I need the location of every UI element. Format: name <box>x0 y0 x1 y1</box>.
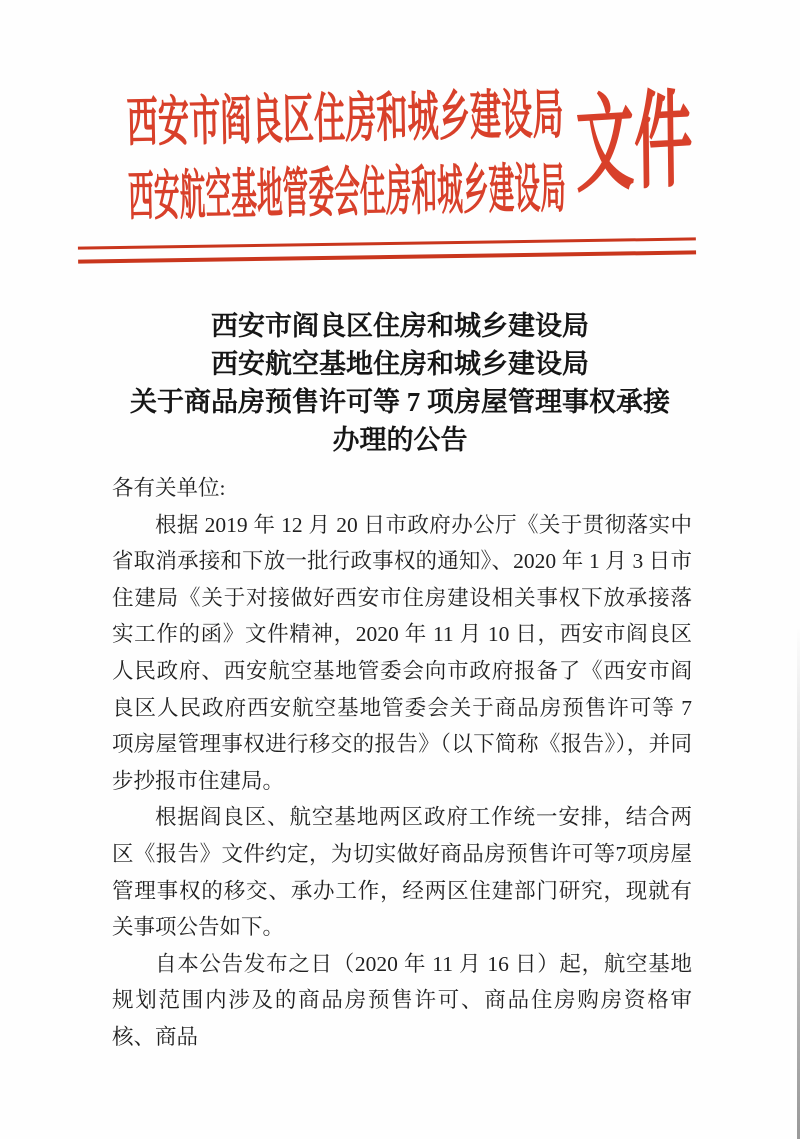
body-salutation: 各有关单位: <box>112 476 226 500</box>
letterhead-org-line-1: 西安市阎良区住房和城乡建设局 <box>126 84 565 153</box>
document-title-line-4: 办理的公告 <box>332 425 468 456</box>
document-title <box>40 307 760 459</box>
document-title-line-3: 关于商品房预售许可等 7 项房屋管理事权承接 <box>130 387 670 418</box>
body-paragraph-1: 根据 2019 年 12 月 20 日市政府办公厅《关于贯彻落实中省取消承接和下放一批行政事权的通知》、2020 年 1 月 3 日市住建局《关于对接做好西安市住房建设相关事权下放承接落实工作的函》文件精神，2020 年 11 月 10 日，西安市阎良区人民政府、西安航空基地管委会向市政府报备了《西安市阎良区人民政府西安航空基地管委会关于商品房预售许可等 7 项房屋管理事权进行移交的报告》（以下简称《报告》），并同步抄报市住建局。 <box>112 512 692 793</box>
document-title-line-1: 西安市阎良区住房和城乡建设局 <box>211 311 589 342</box>
letterhead-org-line-2: 西安航空基地管委会住房和城乡建设局 <box>127 158 567 227</box>
document-body <box>112 470 692 1056</box>
letterhead-document-label: 文件 <box>575 81 694 206</box>
letterhead-org-lines <box>126 78 569 234</box>
letterhead <box>126 75 694 246</box>
document-title-line-2: 西安航空基地住房和城乡建设局 <box>211 349 589 380</box>
body-paragraph-2: 根据阎良区、航空基地两区政府工作统一安排，结合两区《报告》文件约定，为切实做好商品房预售许可等7项房屋管理事权的移交、承办工作，经两区住建部门研究，现就有关事项公告如下。 <box>112 805 692 940</box>
body-paragraph-3: 自本公告发布之日（2020 年 11 月 16 日）起，航空基地规划范围内涉及的商品房预售许可、商品住房购房资格审核、商品 <box>112 951 692 1049</box>
